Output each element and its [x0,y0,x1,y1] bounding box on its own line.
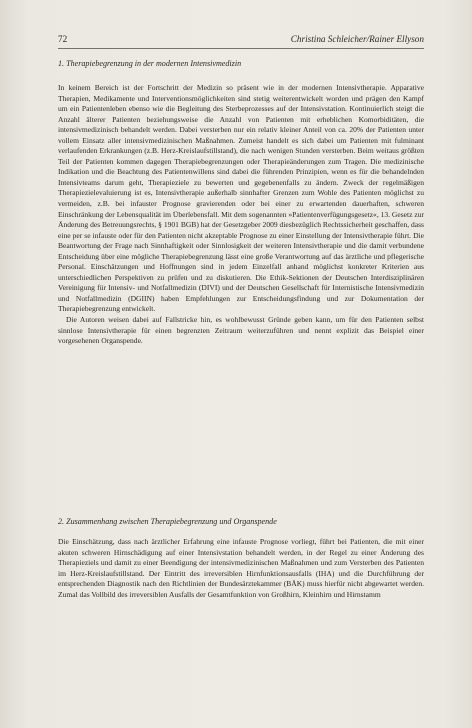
page-number: 72 [58,34,68,44]
paragraph: Die Autoren weisen dabei auf Fallstricke hin, es wohlbewusst Gründe geben kann, um für den Patienten selbst sinnlose Intensivtherapie für einen begrenzten Zeitraum weiterzuführen und nennt explizit das Beispiel einer vorgesehenen Organspende. [58,315,424,346]
running-header-authors: Christina Schleicher/Rainer Ellyson [290,34,424,44]
section-body-therapy-limitation [58,83,424,347]
paragraph: In keinem Bereich ist der Fortschritt der Medizin so präsent wie in der modernen Intensivtherapie. Apparative Therapien, Medikamente und Interventionsmöglichkeiten sind stetig weiterentwickelt worden und prägen den Kampf um ein Patientenleben ebenso wie die Begleitung des Sterbeprozesses auf der Intensivstation. Kontinuierlich steigt die Anzahl älterer Patienten beziehungsweise die Anzahl von Patienten mit erheblichen Komorbiditäten, die intensivmedizinisch behandelt werden. Dabei versterben nur ein relativ kleiner Anteil von ca. 20% der Patienten unter vollem Einsatz aller intensivmedizinischen Maßnahmen. Zumeist handelt es sich dabei um Patienten mit fulminant verlaufenden Erkrankungen (z.B. Herz-Kreislaufstillstand), die nach wenigen Stunden versterben. Beim weitaus größten Teil der Patienten kommen dagegen Therapiebegrenzungen oder Therapieänderungen zum Tragen. Die medizinische Indikation und die Beachtung des Patientenwillens sind dabei die führenden Prinzipien, wenn es für die behandelnden Intensivteams darum geht, Therapieziele zu bewerten und gegebenenfalls zu ändern. Zweck der regelmäßigen Therapiezielevaluierung ist es, Intensivtherapie außerhalb sinnhafter Grenzen zum Wohle des Patienten möglichst zu vermeiden, z.B. bei infauster Prognose gravierenden oder bei einer zu erwartenden dauerhaften, schweren Einschränkung der Lebensqualität im Überlebensfall. Mit dem sogenannten »Patientenverfügungsgesetz«, 13. Gesetz zur Änderung des Betreuungsrechts, § 1901 BGB) hat der Gesetzgeber 2009 diesbezüglich Rechtssicherheit geschaffen, dass eine per se infauste oder für den Patienten nicht akzeptable Prognose zu einer Einstellung der Intensivtherapie führt. Die Beantwortung der Frage nach Sinnhaftigkeit oder Sinnlosigkeit der weiteren Intensivtherapie und die damit verbundene Entscheidung über eine mögliche Therapiebegrenzung lässt eine große Verantwortung auf das ärztliche und pflegerische Personal. Einschätzungen und Hoffnungen sind in jedem Einzelfall anhand möglichst konkreter Kriterien aus unterschiedlichen Perspektiven zu prüfen und zu diskutieren. Die Ethik-Sektionen der Deutschen Interdisziplinären Vereinigung für Intensiv- und Notfallmedizin (DIVI) und der Deutschen Gesellschaft für Internistische Intensivmedizin und Notfallmedizin (DGIIN) haben Empfehlungen zur Entscheidungsfindung und zur Dokumentation der Therapiebegrenzung entwickelt. [58,83,424,314]
section-heading-organ-donation: 2. Zusammenhang zwischen Therapiebegrenzung und Organspende [58,517,277,526]
running-header [58,34,424,49]
paragraph: Die Einschätzung, dass nach ärztlicher Erfahrung eine infauste Prognose vorliegt, führt bei Patienten, die mit einer akuten schweren Hirnschädigung auf einer Intensivstation behandelt werden, in der Regel zu einer Änderung des Therapieziels und damit zu einer Beendigung der intensivmedizinischen Maßnahmen und zum Versterben des Patienten im Herz-Kreislaufstillstand. Der Eintritt des irreversiblen Hirnfunktionsausfalls (IHA) und die Durchführung der entsprechenden Diagnostik nach den Richtlinien der Bundesärztekammer (BÄK) muss hierfür nicht abgewartet werden. Zumal das Vollbild des irreversiblen Ausfalls der Gesamtfunktion von Großhirn, Kleinhirn und Hirnstamm [58,537,424,599]
section-body-organ-donation [58,537,424,600]
section-heading-therapy-limitation: 1. Therapiebegrenzung in der modernen Intensivmedizin [58,59,242,68]
